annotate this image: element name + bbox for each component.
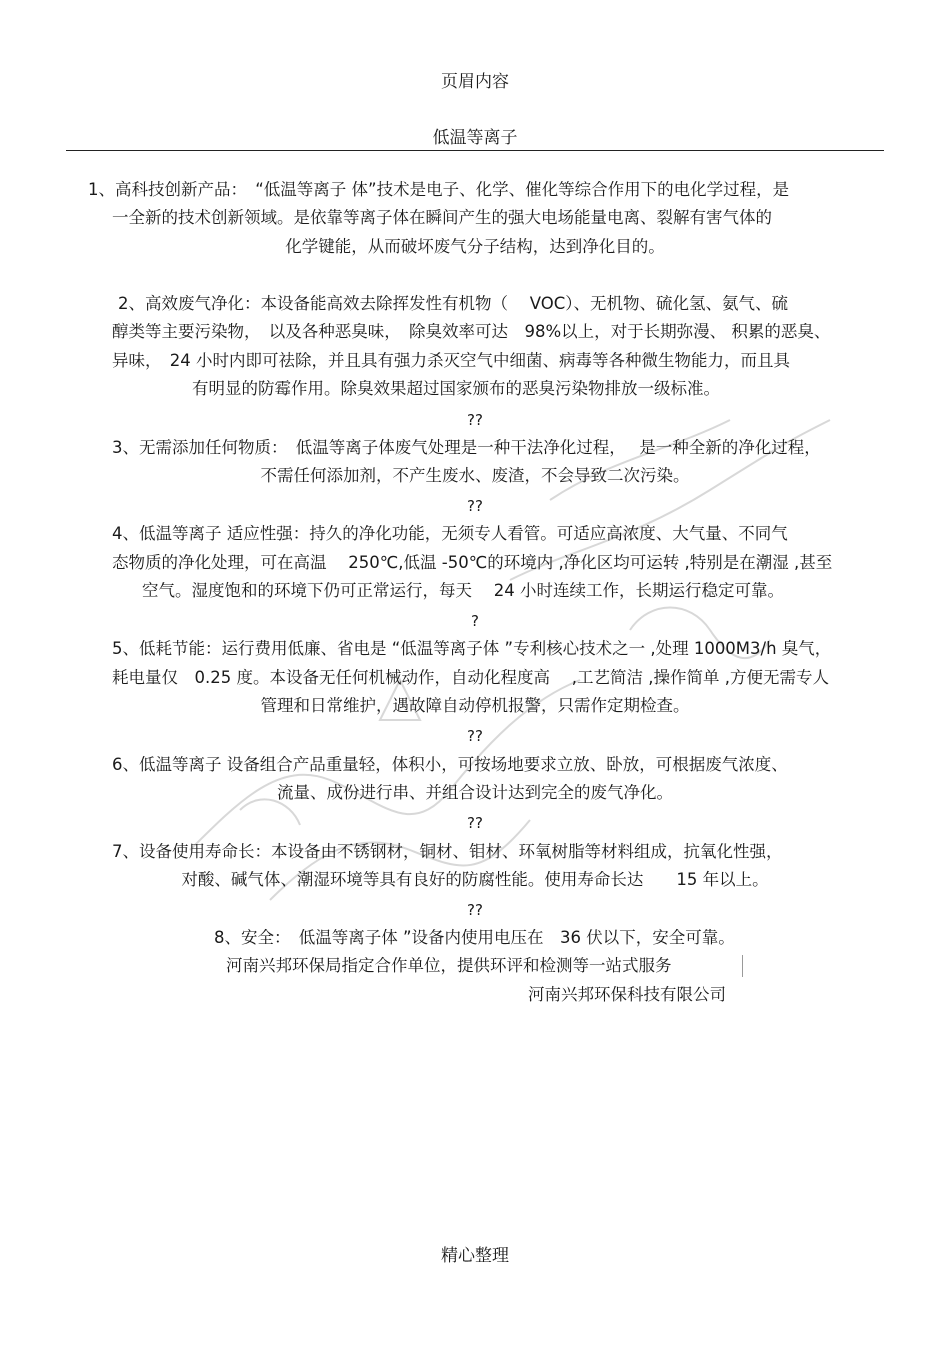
- paragraph-4-line-2: 态物质的净化处理，可在高温 250℃,低温 -50℃的环境内 ,净化区均可运转 ,特别是在潮湿 ,甚至: [112, 553, 833, 572]
- paragraph-2-line-1: 2、高效废气净化：本设备能高效去除挥发性有机物（ VOC）、无机物、硫化氢、氨气、硫: [118, 294, 788, 313]
- paragraph-1-line-2: 一全新的技术创新领域。是依靠等离子体在瞬间产生的强大电场能量电离、裂解有害气体的: [112, 208, 772, 227]
- separator-4: ??: [467, 727, 483, 745]
- separator-5: ??: [467, 814, 483, 832]
- separator-1: ??: [467, 411, 483, 429]
- paragraph-8-line-1: 8、安全： 低温等离子体 ”设备内使用电压在 36 伏以下，安全可靠。: [214, 928, 735, 947]
- separator-2: ??: [467, 497, 483, 515]
- page-header: 页眉内容: [441, 72, 509, 92]
- text-cursor-bar: [742, 955, 743, 977]
- paragraph-3-line-1: 3、无需添加任何物质： 低温等离子体废气处理是一种干法净化过程， 是一种全新的净化过程，: [112, 438, 821, 457]
- paragraph-4-line-3: 空气。湿度饱和的环境下仍可正常运行，每天 24 小时连续工作，长期运行稳定可靠。: [142, 581, 784, 600]
- separator-3: ?: [471, 612, 479, 630]
- paragraph-7-line-2: 对酸、碱气体、潮湿环境等具有良好的防腐性能。使用寿命长达 15 年以上。: [181, 870, 769, 889]
- document-title: 低温等离子: [432, 128, 518, 148]
- service-note: 河南兴邦环保局指定合作单位，提供环评和检测等一站式服务: [226, 956, 672, 975]
- paragraph-2-line-3: 异味， 24 小时内即可祛除，并且具有强力杀灭空气中细菌、病毒等各种微生物能力，而且具: [112, 351, 790, 370]
- paragraph-7-line-1: 7、设备使用寿命长：本设备由不锈钢材，铜材、钼材、环氧树脂等材料组成，抗氧化性强，: [112, 842, 783, 861]
- paragraph-3-line-2: 不需任何添加剂，不产生废水、废渣，不会导致二次污染。: [260, 466, 690, 485]
- paragraph-5-line-1: 5、低耗节能：运行费用低廉、省电是 “低温等离子体 ”专利核心技术之一 ,处理 1000M3/h 臭气，: [112, 639, 832, 658]
- company-name: 河南兴邦环保科技有限公司: [528, 985, 726, 1004]
- paragraph-2-line-4: 有明显的防霉作用。除臭效果超过国家颁布的恶臭污染物排放一级标准。: [192, 379, 720, 398]
- paragraph-4-line-1: 4、低温等离子 适应性强：持久的净化功能，无须专人看管。可适应高浓度、大气量、不同气: [112, 524, 788, 543]
- header-divider: [66, 150, 884, 151]
- page-footer: 精心整理: [441, 1246, 509, 1266]
- paragraph-6-line-2: 流量、成份进行串、并组合设计达到完全的废气净化。: [277, 783, 673, 802]
- paragraph-5-line-2: 耗电量仅 0.25 度。本设备无任何机械动作，自动化程度高 ,工艺简洁 ,操作简单 ,方便无需专人: [112, 668, 829, 687]
- paragraph-6-line-1: 6、低温等离子 设备组合产品重量轻，体积小，可按场地要求立放、卧放，可根据废气浓度、: [112, 755, 788, 774]
- paragraph-2-line-2: 醇类等主要污染物， 以及各种恶臭味， 除臭效率可达 98%以上，对于长期弥漫、 积累的恶臭、: [112, 322, 831, 341]
- paragraph-5-line-3: 管理和日常维护，遇故障自动停机报警，只需作定期检查。: [260, 696, 690, 715]
- separator-6: ??: [467, 901, 483, 919]
- paragraph-1-line-3: 化学键能，从而破坏废气分子结构，达到净化目的。: [285, 237, 665, 256]
- paragraph-1-line-1: 1、高科技创新产品： “低温等离子 体”技术是电子、化学、催化等综合作用下的电化学过程，是: [88, 180, 790, 199]
